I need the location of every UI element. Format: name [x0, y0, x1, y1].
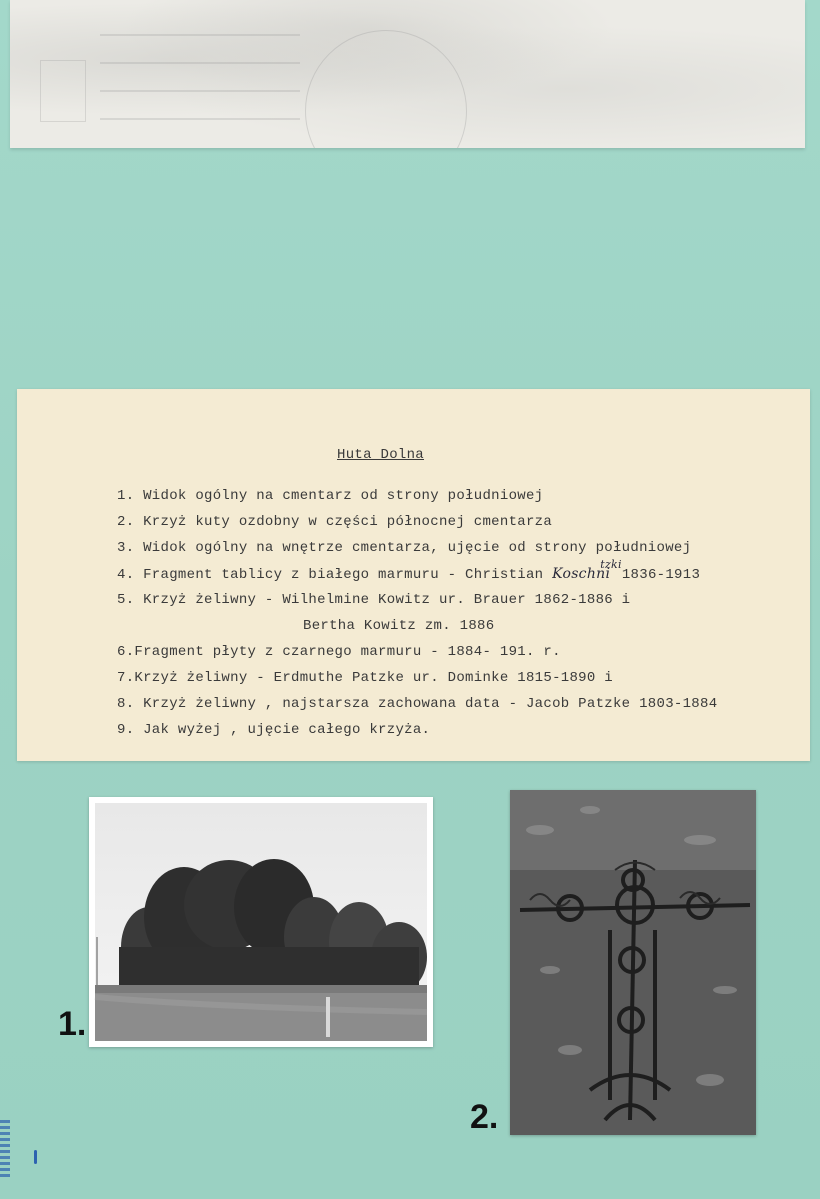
caption-item	[117, 483, 807, 509]
caption-item-continuation	[117, 613, 807, 639]
handwritten-name: Koschni	[552, 566, 611, 582]
item-number: 8.	[117, 696, 135, 712]
item-text: Krzyż żeliwny - Wilhelmine Kowitz ur. Brauer 1862-1886 i	[143, 592, 631, 608]
item-number: 9.	[117, 722, 135, 738]
item-text: Bertha Kowitz zm. 1886	[303, 618, 495, 634]
caption-item	[117, 639, 807, 665]
top-tissue-sheet	[10, 0, 805, 148]
cemetery-trees-image	[89, 797, 433, 1047]
item-number: 2.	[117, 514, 135, 530]
card-title: Huta Dolna	[337, 447, 425, 463]
item-number: 3.	[117, 540, 135, 556]
item-number: 5.	[117, 592, 135, 608]
show-through-box	[40, 60, 86, 122]
caption-item	[117, 587, 807, 613]
caption-item	[117, 691, 807, 717]
caption-item	[117, 558, 807, 587]
item-text: Fragment płyty z czarnego marmuru - 1884- 191. r.	[134, 644, 561, 660]
photo-2-number: 2.	[470, 1098, 499, 1136]
item-text: Fragment tablicy z białego marmuru - Christian	[143, 567, 544, 583]
edge-ink-mark	[0, 1120, 10, 1180]
ink-dot	[34, 1150, 37, 1164]
item-number: 1.	[117, 488, 135, 504]
caption-list	[117, 483, 807, 743]
item-text: Krzyż żeliwny , najstarsza zachowana data - Jacob Patzke 1803-1884	[143, 696, 718, 712]
caption-item	[117, 717, 807, 743]
item-text: Jak wyżej , ujęcie całego krzyża.	[143, 722, 431, 738]
item-years: 1836-1913	[621, 567, 701, 583]
item-text: Widok ogólny na cmentarz od strony południowej	[143, 488, 544, 504]
item-number: 6.	[117, 644, 135, 660]
show-through-lines	[100, 8, 300, 138]
caption-item	[117, 535, 807, 561]
item-text: Widok ogólny na wnętrze cmentarza, ujęcie od strony południowej	[143, 540, 692, 556]
caption-card	[17, 389, 810, 761]
item-text: Krzyż kuty ozdobny w części północnej cmentarza	[143, 514, 553, 530]
caption-item	[117, 509, 807, 535]
caption-item	[117, 665, 807, 691]
item-number: 4.	[117, 567, 135, 583]
cross-image	[510, 790, 756, 1135]
photo-1-number: 1.	[58, 1005, 87, 1043]
item-number: 7.	[117, 670, 135, 686]
handwritten-correction: tzki	[600, 558, 622, 571]
item-text: Krzyż żeliwny - Erdmuthe Patzke ur. Dominke 1815-1890 i	[134, 670, 613, 686]
photo-cemetery-view	[89, 797, 433, 1047]
photo-cast-iron-cross	[510, 790, 756, 1135]
